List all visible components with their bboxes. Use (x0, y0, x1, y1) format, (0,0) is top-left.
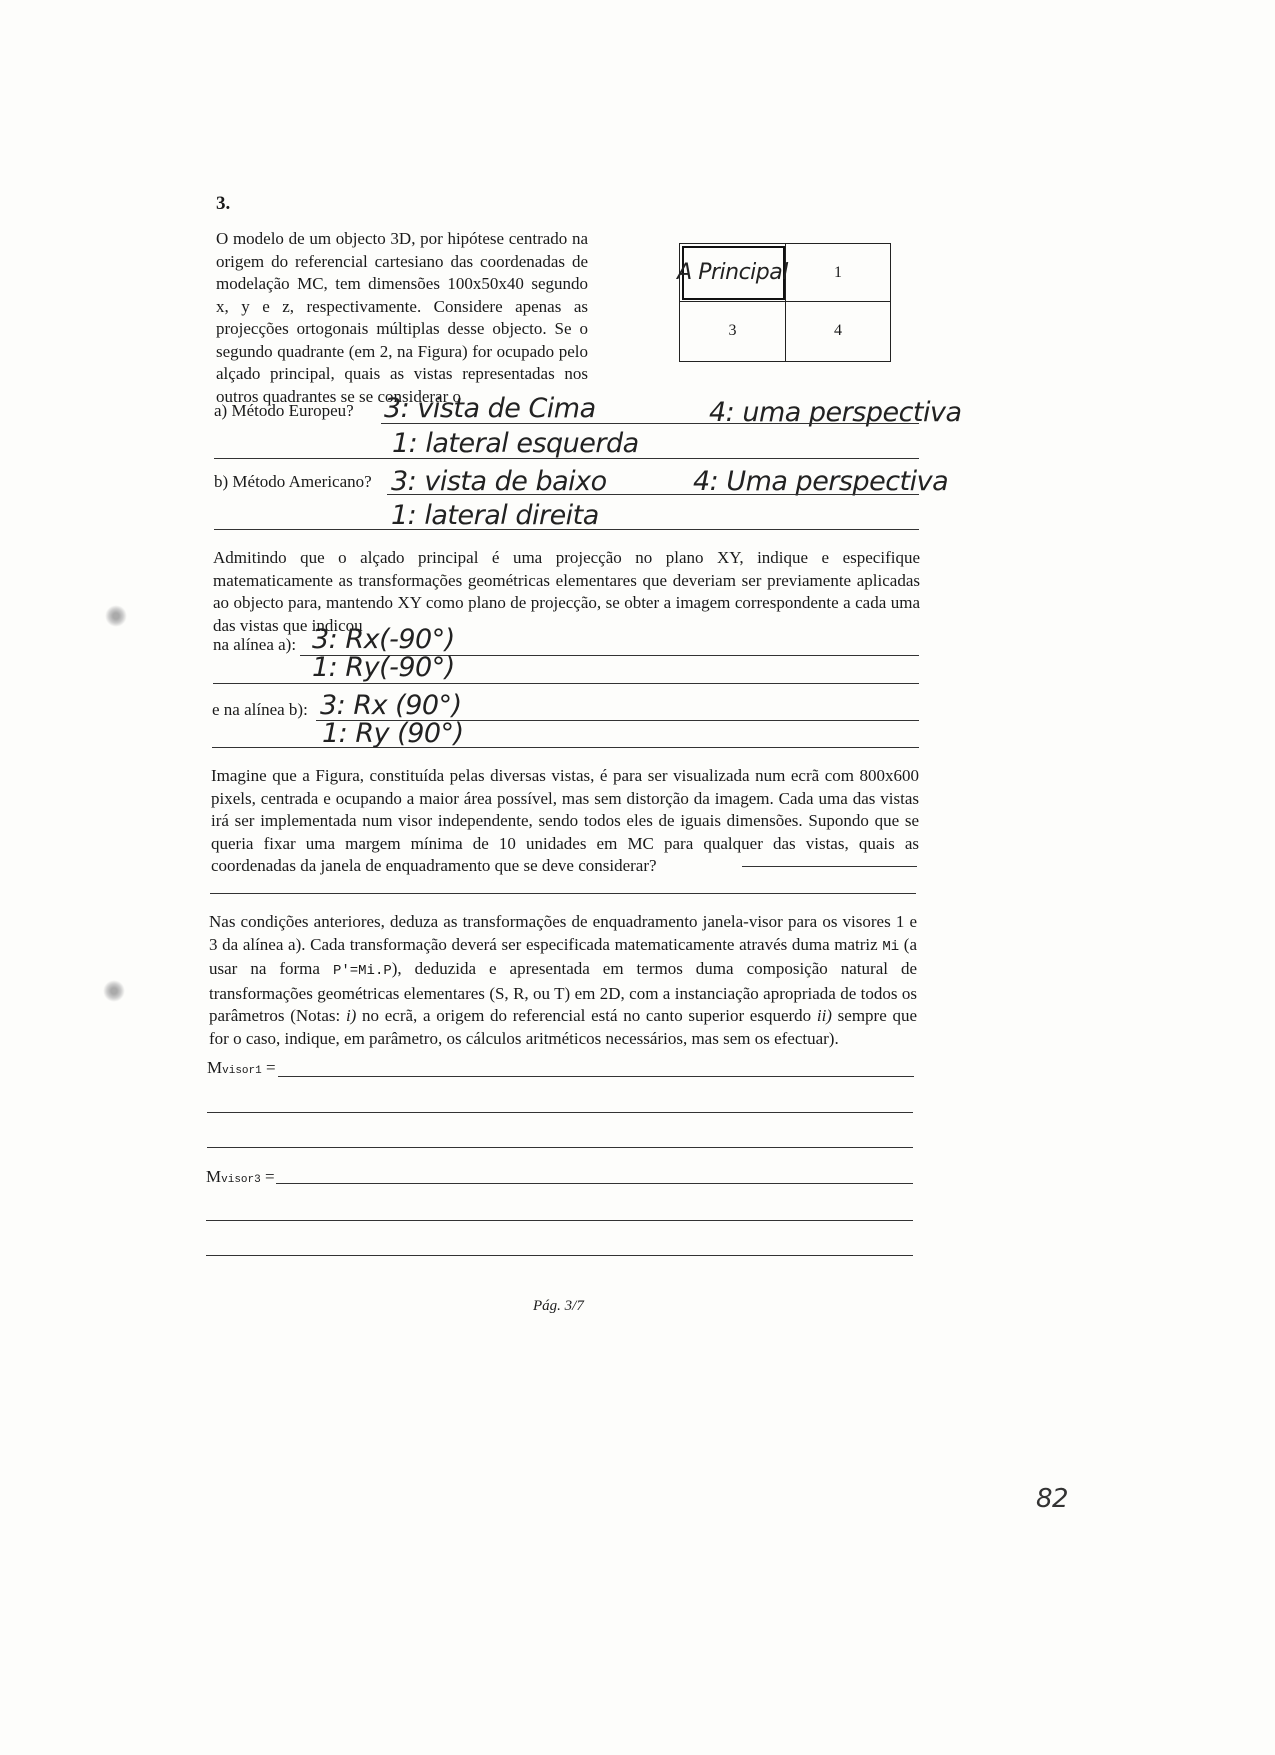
punch-hole (103, 980, 125, 1002)
part-a-answer-4: 4: uma perspectiva (709, 397, 962, 428)
part-b-answer-3: 3: vista de baixo (391, 466, 607, 497)
answer-line (213, 683, 919, 684)
answer-line (278, 1076, 914, 1077)
part-b-label: b) Método Americano? (214, 472, 372, 491)
answer-line (742, 866, 917, 867)
transform-question: Admitindo que o alçado principal é uma projecção no plano XY, indique e especifique matematicamente as transformações geométricas elementares que deveriam ser previamente aplicadas ao objecto para, mantendo XY como plano de projecção, se obter a imagem correspondente a cada uma das vistas que indicou (213, 548, 920, 635)
answer-line (206, 1255, 913, 1256)
transform-a-line2: 1: Ry(-90°) (312, 652, 455, 683)
answer-line (207, 1147, 913, 1148)
part-b-answer-4: 4: Uma perspectiva (693, 466, 949, 497)
answer-line (206, 1220, 913, 1221)
question-intro: O modelo de um objecto 3D, por hipótese centrado na origem do referencial cartesiano das coordenadas de modelação MC, tem dimensões 100x50x40 segundo x, y e z, respectivamente. Considere apenas as projecções ortogonais múltiplas desse objecto. Se o segundo quadrante (em 2, na Figura) for ocupado pelo alçado principal, quais as vistas representadas nos outros quadrantes se se considerar o (216, 229, 588, 406)
answer-line (212, 747, 919, 748)
quadrant-1-label: 1 (834, 263, 842, 281)
page-number: Pág. 3/7 (533, 1298, 584, 1314)
window-question: Imagine que a Figura, constituída pelas diversas vistas, é para ser visualizada num ecrã com 800x600 pixels, centrada e ocupando a maior área possível, mas sem distorção da imagem. Cada uma das vistas irá ser implementada num visor independente, sendo todos eles de iguais dimensões. Supondo que se queria fixar uma margem mínima de 10 unidades em MC para qualquer das vistas, quais as coordenadas da janela de enquadramento que se deve considerar? (211, 766, 919, 875)
part-a-answer-1: 1: lateral esquerda (392, 428, 639, 459)
answer-line (276, 1183, 913, 1184)
answer-line (214, 529, 919, 530)
answer-line (381, 423, 919, 424)
part-a-answer-3: 3: vista de Cima (384, 393, 596, 424)
transform-b-line2: 1: Ry (90°) (322, 718, 464, 749)
m-visor3-label: Mvisor3 = (206, 1167, 275, 1186)
viewport-question: Nas condições anteriores, deduza as transformações de enquadramento janela-visor para os visores 1 e 3 da alínea a). Cada transformação deverá ser especificada matematicamente através duma matriz Mi (a usar na forma P'=Mi.P), deduzida e apresentada em termos duma composição natural de transformações geométricas elementares (S, R, ou T) em 2D, com a instanciação apropriada de todos os parâmetros (Notas: i) no ecrã, a origem do referencial está no canto superior esquerdo ii) sempre que for o caso, indique, em parâmetro, os cálculos aritméticos necessários, mas sem os efectuar). (209, 912, 917, 1048)
transform-b-line1: 3: Rx (90°) (320, 690, 462, 721)
transform-label-b: e na alínea b): (212, 700, 308, 719)
question-number: 3. (216, 193, 231, 214)
quadrant-4-label: 4 (834, 322, 842, 339)
answer-line (207, 1112, 913, 1113)
punch-hole (105, 605, 127, 627)
quadrant-2-label: A Principal (677, 259, 788, 285)
answer-line (387, 494, 919, 495)
m-visor1-label: Mvisor1 = (207, 1058, 276, 1077)
answer-line (210, 893, 916, 894)
part-a-label: a) Método Europeu? (214, 401, 354, 420)
transform-a-line1: 3: Rx(-90°) (312, 624, 455, 655)
grade-mark: 82 (1036, 1484, 1069, 1514)
answer-line (214, 458, 919, 459)
part-b-answer-1: 1: lateral direita (391, 500, 599, 531)
quadrant-3-label: 3 (728, 322, 737, 339)
transform-label-a: na alínea a): (213, 635, 297, 654)
